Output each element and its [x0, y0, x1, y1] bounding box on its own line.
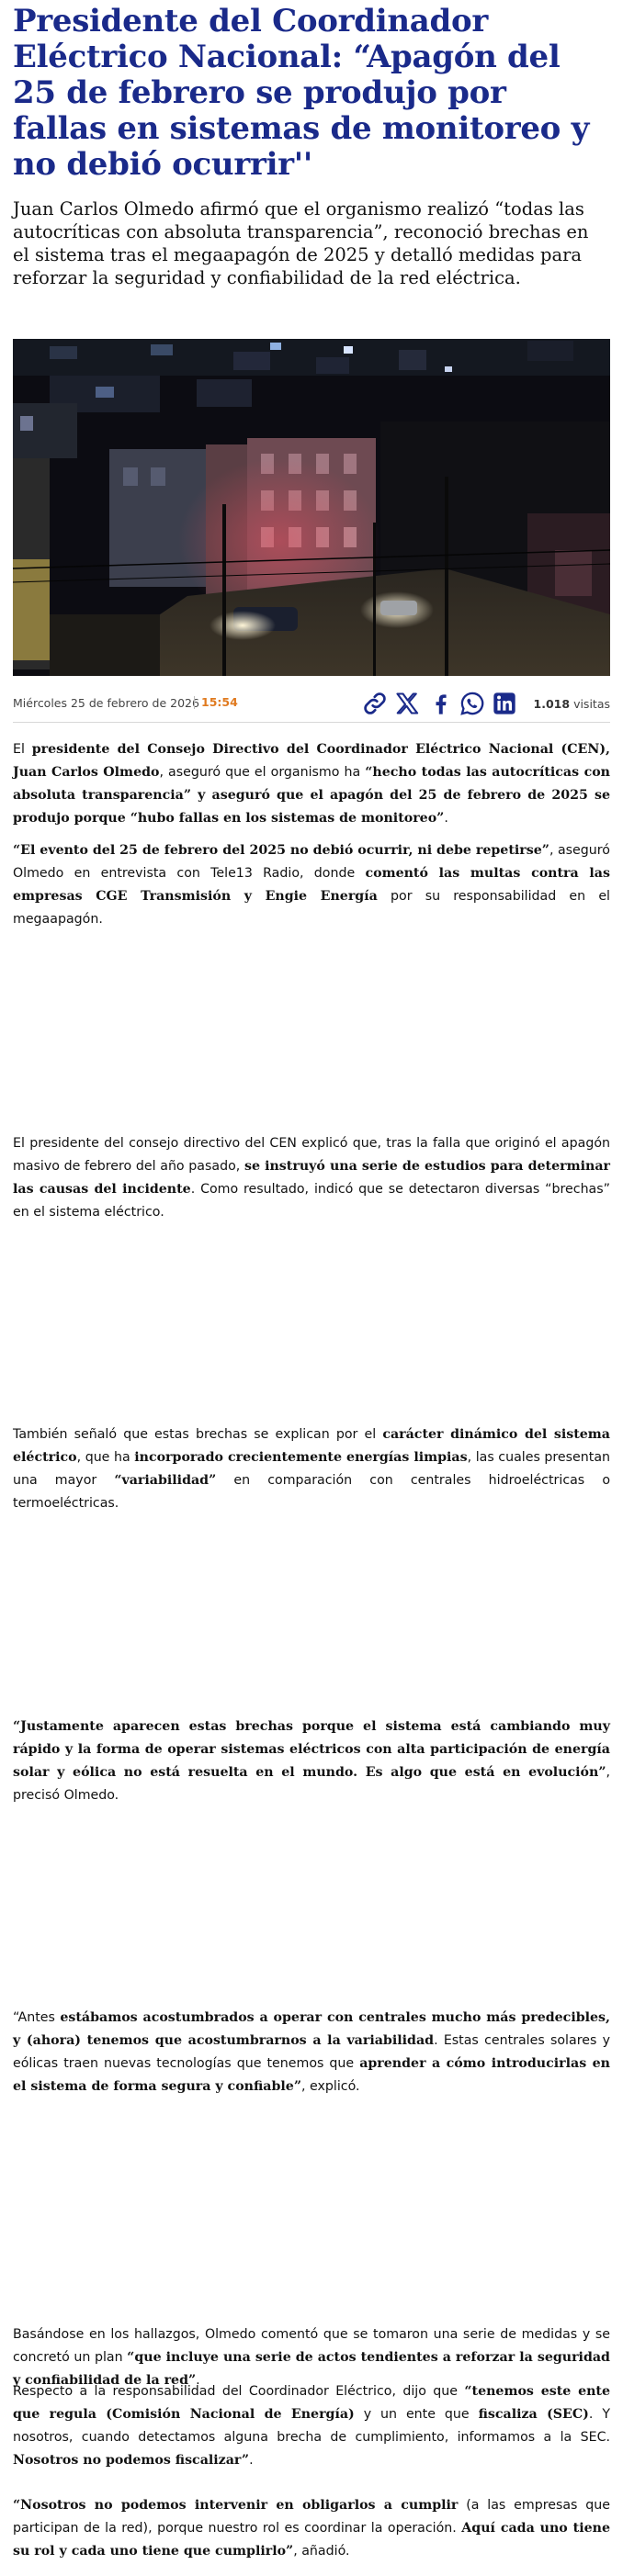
text-segment: en comparación con centrales hidroeléctricas o termoeléctricas. — [13, 1473, 610, 1511]
text-segment: , aseguró Olmedo en entrevista con Tele13 Radio, donde — [13, 843, 610, 881]
bold-text: “variabilidad” — [114, 1473, 217, 1488]
body-paragraph — [13, 1132, 610, 1224]
text-segment: . Y nosotros, cuando detectamos alguna brecha de cumplimiento, informamos a la SEC. — [13, 2407, 610, 2445]
bold-text: “Nosotros no podemos intervenir en obligarlos a cumplir — [13, 2498, 459, 2513]
bold-text: carácter dinámico del sistema eléctrico — [13, 1427, 610, 1465]
bold-text: “que incluye una serie de actos tendientes a reforzar la seguridad y confiabilidad de la red” — [13, 2350, 610, 2388]
bold-text: presidente del Consejo Directivo del Coordinador Eléctrico Nacional (CEN), Juan Carlos Olmedo — [13, 742, 610, 780]
article-photo — [13, 339, 610, 676]
text-segment: , precisó Olmedo. — [13, 1765, 610, 1803]
linkedin-icon[interactable] — [492, 691, 517, 716]
bold-text: aprender a cómo introducirlas en el sistema de forma segura y confiable” — [13, 2056, 610, 2094]
text-segment: y un ente que — [354, 2407, 479, 2422]
link-icon[interactable] — [362, 691, 388, 716]
bold-text: “El evento del 25 de febrero del 2025 no debió ocurrir, ni debe repetirse” — [13, 843, 549, 858]
publish-date: Miércoles 25 de febrero de 2026 — [13, 696, 199, 710]
x-icon[interactable] — [394, 691, 420, 716]
body-paragraph — [13, 2494, 610, 2563]
body-paragraph — [13, 2380, 610, 2472]
text-segment: El presidente del consejo directivo del CEN explicó que, tras la falla que originó el apagón masivo de febrero del año pasado, — [13, 1136, 610, 1174]
text-segment: (a las empresas que participan de la red), porque nuestro rol es coordinar la operación. — [13, 2498, 610, 2536]
text-segment: por su responsabilidad en el megaapagón. — [13, 889, 610, 927]
bold-text: fiscaliza (SEC) — [478, 2407, 589, 2422]
text-segment: También señaló que estas brechas se explican por el — [13, 1427, 383, 1442]
text-segment: , que ha — [76, 1450, 135, 1465]
body-paragraph — [13, 2007, 610, 2098]
text-segment: El — [13, 742, 32, 757]
text-segment: . — [196, 2373, 200, 2388]
publish-time: 15:54 — [194, 696, 238, 709]
text-segment: . Como resultado, indicó que se detectaron diversas “brechas” en el sistema eléctrico. — [13, 1182, 610, 1220]
visit-counter — [534, 697, 610, 711]
body-paragraph — [13, 1715, 610, 1807]
text-segment: , añadió. — [293, 2544, 350, 2559]
visit-label: visitas — [573, 697, 610, 711]
article-meta — [13, 685, 610, 723]
text-segment: Basándose en los hallazgos, Olmedo comentó que se tomaron una serie de medidas y se concretó un plan — [13, 2327, 610, 2365]
body-paragraph — [13, 738, 610, 830]
bold-text: se instruyó una serie de estudios para determinar las causas del incidente — [13, 1159, 610, 1197]
text-segment: , explicó. — [300, 2079, 360, 2094]
text-segment: , las cuales presentan una mayor — [13, 1450, 611, 1488]
bold-text: Nosotros no podemos fiscalizar” — [13, 2453, 250, 2468]
facebook-icon[interactable] — [428, 691, 454, 716]
bold-text: incorporado crecientemente energías limpias — [134, 1450, 468, 1465]
body-paragraph — [13, 839, 610, 931]
text-segment: “Antes — [13, 2010, 61, 2025]
text-segment: , aseguró que el organismo ha — [159, 765, 366, 780]
article — [13, 0, 611, 2559]
body-paragraph — [13, 1423, 610, 1515]
text-segment: . Estas centrales solares y eólicas traen nuevas tecnologías que tenemos que — [13, 2033, 610, 2071]
article-headline: Presidente del Coordinador Eléctrico Nacional: “Apagón del 25 de febrero se produjo por fallas en sistemas de monitoreo y no debió ocurrir'' — [13, 3, 590, 183]
text-segment: Respecto a la responsabilidad del Coordinador Eléctrico, dijo que — [13, 2384, 465, 2399]
text-segment: . — [249, 2453, 254, 2468]
text-segment: . — [444, 811, 448, 826]
visit-count: 1.018 — [533, 697, 571, 711]
bold-text: “hecho todas las autocríticas con absoluta transparencia” y aseguró que el apagón del 25 de febrero de 2025 se produjo porque “hubo fallas en los sistemas de monitoreo” — [13, 765, 610, 826]
bold-text: comentó las multas contra las empresas CGE Transmisión y Engie Energía — [13, 866, 610, 904]
bold-text: “tenemos este ente que regula (Comisión Nacional de Energía) — [13, 2384, 610, 2422]
whatsapp-icon[interactable] — [459, 691, 485, 716]
bold-text: “Justamente aparecen estas brechas porque el sistema está cambiando muy rápido y la forma de operar sistemas eléctricos con alta participación de energía solar y eólica no está resuelta en el mundo. Es algo que está en evolución” — [13, 1719, 610, 1780]
bold-text: estábamos acostumbrados a operar con centrales mucho más predecibles, y (ahora) tenemos que acostumbrarnos a la variabilidad — [13, 2010, 610, 2048]
article-lead: Juan Carlos Olmedo afirmó que el organismo realizó “todas las autocríticas con absoluta transparencia”, reconoció brechas en el sistema tras el megaapagón de 2025 y detalló medidas para reforzar la seguridad y confiabilidad de la red eléctrica. — [13, 198, 589, 288]
bold-text: Aquí cada uno tiene su rol y cada uno tiene que cumplirlo” — [13, 2521, 610, 2559]
